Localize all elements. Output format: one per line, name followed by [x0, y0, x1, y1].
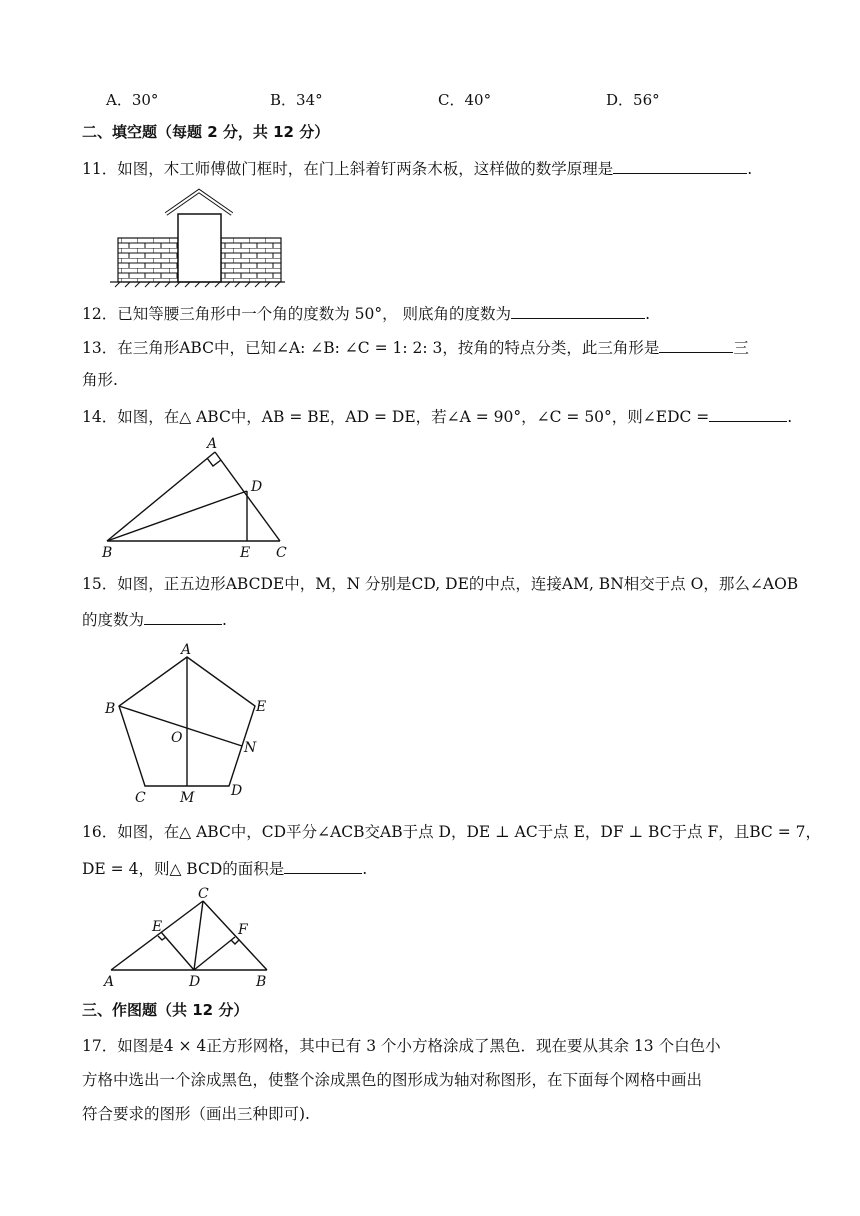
option-a-value: 30° [131, 91, 159, 109]
q15-end: . [222, 611, 227, 629]
q15-label-c: C [135, 790, 146, 806]
q15-line2-text: 的度数为 [82, 611, 145, 629]
q14-label-c: C [276, 545, 287, 561]
q16-segment-df [194, 937, 235, 970]
q14-label-e: E [240, 545, 251, 561]
q16-label-b: B [256, 974, 267, 990]
q16-side-ac [111, 901, 203, 970]
q13-text: 13．在三角形ABC中，已知∠A: ∠B: ∠C = 1: 2: 3，按角的特点分类，此三角形是 [82, 339, 660, 357]
q16-end: . [362, 860, 368, 878]
q16-label-d: D [189, 974, 201, 990]
section3-heading: 三、作图题（共 12 分） [82, 1001, 249, 1019]
q16-right-angle-f [231, 940, 239, 944]
option-b-value: 34° [296, 91, 323, 109]
q14-label-d: D [251, 479, 263, 495]
q12-text: 12．已知等腰三角形中一个角的度数为 50°， 则底角的度数为 [82, 305, 512, 323]
question-16: 16．如图，在△ ABC中，CD平分∠ACB交AB于点 D，DE ⊥ AC于点 E，DF ⊥ BC于点 F，且BC = 7， [82, 823, 821, 841]
q16-line2-text: DE = 4，则△ BCD的面积是 [82, 860, 285, 878]
q15-label-d: D [231, 783, 243, 799]
q15-label-o: O [171, 730, 183, 746]
option-c-value: 40° [464, 91, 492, 109]
q16-bisector-cd [194, 901, 203, 970]
q14-label-a: A [207, 436, 218, 452]
option-b-letter: B． [270, 91, 297, 109]
question-17-line3: 符合要求的图形（画出三种即可). [82, 1105, 310, 1123]
q15-label-n: N [244, 740, 257, 756]
q15-label-m: M [180, 790, 195, 806]
q14-text: 14．如图，在△ ABC中，AB = BE，AD = DE，若∠A = 90°，∠C = 50°，则∠EDC = [82, 408, 710, 426]
option-a-letter: A． [106, 91, 132, 109]
q16-label-e: E [152, 919, 163, 935]
q15-label-b: B [105, 701, 116, 717]
q16-label-f: F [238, 922, 248, 938]
question-17: 17．如图是4 × 4正方形网格，其中已有 3 个小方格涂成了黑色．现在要从其余 13 个白色小 [82, 1037, 721, 1055]
q12-end: . [645, 305, 650, 323]
q14-label-b: B [102, 545, 113, 561]
option-c-letter: C． [438, 91, 465, 109]
section2-heading: 二、填空题（每题 2 分，共 12 分） [82, 123, 330, 141]
question-15: 15．如图，正五边形ABCDE中，M，N 分别是CD, DE的中点，连接AM, BN相交于点 O，那么∠AOB [82, 575, 799, 593]
q16-label-a: A [104, 974, 115, 990]
q13-after: 三 [733, 339, 749, 357]
q15-label-e: E [256, 699, 267, 715]
q16-side-bc [203, 901, 267, 970]
option-d-value: 56° [633, 91, 660, 109]
option-d-letter: D． [606, 91, 634, 109]
q11-end: . [747, 160, 753, 178]
q16-label-c: C [198, 886, 209, 902]
question-17-line2: 方格中选出一个涂成黑色，使整个涂成黑色的图形成为轴对称图形，在下面每个网格中画出 [82, 1071, 703, 1089]
q15-label-a: A [181, 642, 192, 658]
q14-end: . [787, 408, 793, 426]
q13-line2: 角形. [82, 371, 118, 389]
q11-text: 11．如图，木工师傅做门框时，在门上斜着钉两条木板，这样做的数学原理是 [82, 160, 614, 178]
